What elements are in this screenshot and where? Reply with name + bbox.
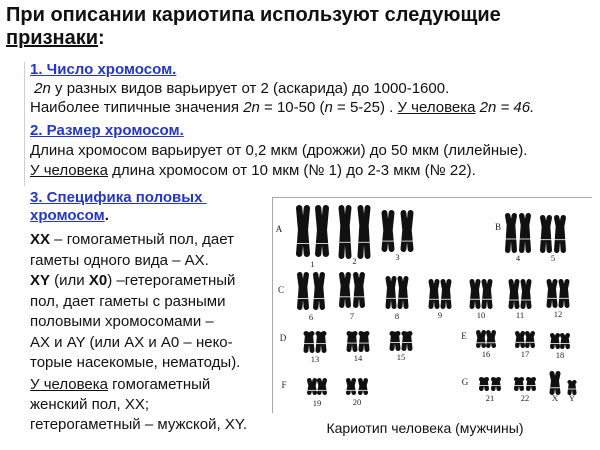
chromosome-number-9: 9 [437,310,443,320]
section-chromosome-size [30,121,527,181]
chromosome-number-6: 6 [308,312,314,322]
section-chromosome-number [30,60,534,117]
section-3-human-note-text: У человека [30,376,108,393]
section-3-body-text: половыми хромосомами – [30,313,214,330]
section-3-body-text: (или [50,272,89,289]
section-3-body-text: XX [30,231,51,248]
section-3-human-note-text: женский пол, XX; [30,396,150,413]
section-2-body-text: У человека [30,162,108,179]
chromosome-number-7: 7 [349,311,355,321]
section-3-human-note-line-1 [30,375,247,395]
chromosome-number-3: 3 [395,252,400,262]
section-1-body-line-1 [30,79,534,98]
section-2-heading-line-1 [30,121,527,141]
section-3-body-line-3 [30,271,240,292]
section-2-body-text: Длина хромосом варьирует от 0,2 мкм (дрожжи) до 50 мкм (лилейные). [30,142,528,159]
section-3-body-text: торые насекомые, нематоды). [30,354,241,371]
slide-title-text: При описании кариотипа используют следующие [6,4,501,26]
group-letter-A: A [275,224,283,234]
section-1-body-text: У человека [397,99,476,116]
section-3-body-text: пол, дает гаметы с разными [30,292,226,310]
chromosome-number-18: 18 [555,350,565,360]
slide-title-text: признаки [6,27,99,49]
section-3-body-text: XY [30,272,51,289]
chromosome-number-19: 19 [312,398,322,408]
section-3-body-line-5 [30,312,240,333]
section-3-body-text: гаметы одного вида – AX. [30,251,209,269]
chromosome-number-5: 5 [550,253,556,263]
section-1-body-text: 2n [243,99,260,116]
section-3-human-note-text: гетерогаметный – мужской, XY. [30,416,248,433]
section-1-body-text: Наиболее типичные значения [30,99,244,116]
section-3-human-note-line-3 [30,415,247,435]
group-letter-B: B [494,222,502,232]
chromosome-number-11: 11 [515,310,525,320]
left-rule [24,62,25,186]
chromosome-number-1: 1 [310,259,315,269]
section-1-heading-line-1 [30,60,534,79]
section-3-body-text: X0 [88,272,108,289]
section-1-body [30,79,534,117]
group-letter-E: E [461,331,467,341]
chromosome-number-10: 10 [476,310,486,320]
slide-title-text: : [98,27,105,49]
section-3-heading-text: 3. Специфика половых [30,189,207,206]
karyotype-caption: Кариотип человека (мужчины) [326,420,524,436]
karyotype-frame [272,197,592,413]
section-2-body-line-2 [30,161,527,181]
group-letter-C: C [277,285,285,295]
group-letter-D: D [279,333,287,343]
section-1-body-text: = 5-25) . [332,99,398,116]
section-1-body-text: = 10-50 ( [259,99,325,116]
slide-title [6,4,501,50]
chromosome-number-17: 17 [520,349,530,359]
section-2-body-line-1 [30,141,527,161]
section-3-body-line-4 [30,292,240,313]
section-1-heading-text: 1. Число хромосом. [30,61,177,78]
section-3-human-note-line-2 [30,395,247,415]
chromosome-number-22: 22 [520,393,530,403]
section-3-body-line-1 [30,230,240,251]
section-1-body-text: n [324,99,333,116]
section-1-body-text: 2n [30,80,51,97]
slide-title-line-2 [6,27,501,50]
section-3-body-line-6 [30,333,240,354]
section-3-human-note [30,375,247,435]
section-1-body-text: 2n = 46. [479,99,535,116]
chromosome-number-20: 20 [352,397,362,407]
section-3-body-line-7 [30,353,240,374]
chromosome-number-Y: Y [568,393,576,403]
section-3-body-text: AX и AY (или AX и A0 – неко- [30,333,233,351]
section-1-body-text: у разных видов варьирует от 2 (аскарида) до 1000-1600. [50,80,450,97]
section-3-human-note-text: гомогаметный [108,376,211,393]
chromosome-number-X: X [551,393,559,403]
chromosome-number-14: 14 [353,353,363,363]
section-3-body-line-2 [30,251,240,272]
slide-title-line-1 [6,4,501,27]
section-1-body-line-2 [30,98,534,117]
section-2-body [30,141,527,181]
chromosome-number-15: 15 [396,352,406,362]
chromosome-number-2: 2 [352,256,357,266]
section-3-heading [30,189,207,225]
section-3-body [30,230,240,374]
section-2-body-text: длина хромосом от 10 мкм (№ 1) до 2-3 мкм (№ 22). [108,162,476,179]
section-3-heading-text: . [104,207,109,224]
chromosome-number-8: 8 [394,311,400,321]
chromosome-number-21: 21 [485,393,495,403]
chromosome-number-12: 12 [553,309,563,319]
section-3-heading-text: хромосом [30,207,105,224]
group-letter-F: F [281,380,287,390]
group-letter-G: G [461,377,469,387]
section-3-heading-line-1 [30,189,207,207]
section-2-heading [30,121,527,141]
section-1-heading [30,60,534,79]
chromosome-number-4: 4 [515,253,521,263]
chromosome-number-16: 16 [481,349,491,359]
section-3-heading-line-2 [30,207,207,225]
section-2-heading-text: 2. Размер хромосом. [30,122,184,139]
section-3-body-text: – гомогаметный пол, дает [50,231,234,248]
chromosome-number-13: 13 [310,354,320,364]
section-3-body-text: ) –гетерогаметный [107,272,236,289]
